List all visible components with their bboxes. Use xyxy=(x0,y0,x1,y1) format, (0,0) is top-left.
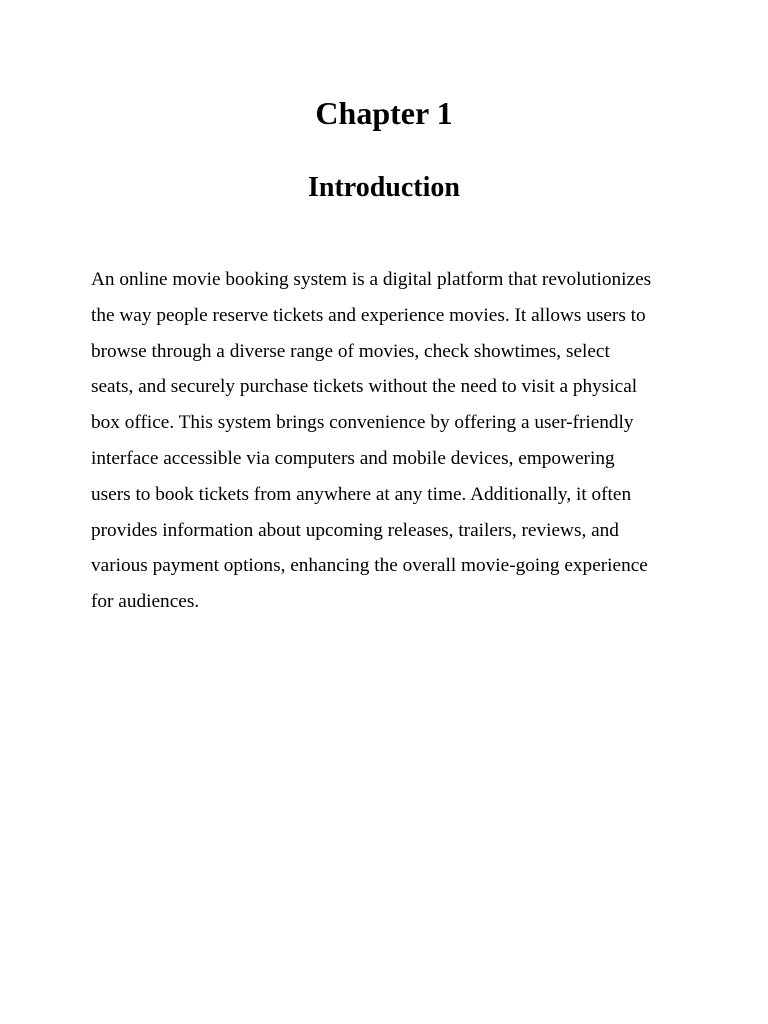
chapter-title: Chapter 1 xyxy=(315,95,453,131)
paragraph-line: interface accessible via computers and mobile devices, empowering xyxy=(91,447,615,469)
paragraph-line: users to book tickets from anywhere at any time. Additionally, it often xyxy=(91,483,632,505)
intro-paragraph xyxy=(91,262,691,620)
paragraph-line: An online movie booking system is a digital platform that revolutionizes xyxy=(91,269,652,290)
paragraph-line: the way people reserve tickets and experience movies. It allows users to xyxy=(91,304,646,326)
paragraph-line: for audiences. xyxy=(91,591,200,613)
paragraph-line: browse through a diverse range of movies, check showtimes, select xyxy=(91,340,610,362)
section-title: Introduction xyxy=(308,172,460,203)
paragraph-line: provides information about upcoming releases, trailers, reviews, and xyxy=(91,519,619,541)
paragraph-line: seats, and securely purchase tickets without the need to visit a physical xyxy=(91,376,638,398)
paragraph-line: various payment options, enhancing the overall movie-going experience xyxy=(91,555,648,577)
paragraph-line: box office. This system brings convenience by offering a user-friendly xyxy=(91,412,634,434)
